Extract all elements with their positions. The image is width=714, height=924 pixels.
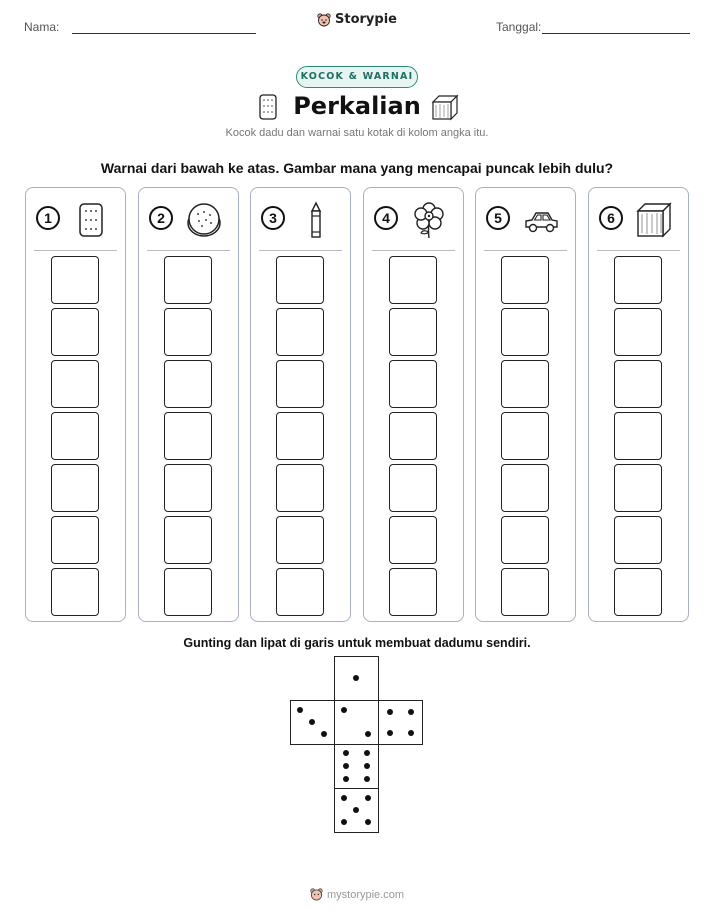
color-box[interactable] bbox=[389, 308, 437, 356]
name-line[interactable] bbox=[72, 33, 256, 34]
column-number: 6 bbox=[599, 206, 623, 230]
color-box[interactable] bbox=[614, 256, 662, 304]
color-box[interactable] bbox=[51, 412, 99, 460]
die-pip bbox=[353, 675, 359, 681]
die-pip bbox=[387, 709, 393, 715]
column-2 bbox=[138, 187, 239, 622]
die-pip bbox=[408, 709, 414, 715]
color-box[interactable] bbox=[614, 308, 662, 356]
color-box[interactable] bbox=[501, 412, 549, 460]
color-box[interactable] bbox=[164, 308, 212, 356]
color-box[interactable] bbox=[501, 256, 549, 304]
die-pip bbox=[309, 719, 315, 725]
die-pip bbox=[408, 730, 414, 736]
brand-name: Storypie bbox=[335, 12, 397, 27]
die-pip bbox=[365, 819, 371, 825]
die-pip bbox=[343, 763, 349, 769]
bear-mascot-icon bbox=[317, 13, 331, 27]
die-pip bbox=[364, 750, 370, 756]
color-box[interactable] bbox=[51, 360, 99, 408]
column-divider bbox=[597, 250, 680, 251]
color-box[interactable] bbox=[501, 360, 549, 408]
color-box[interactable] bbox=[276, 516, 324, 564]
color-box[interactable] bbox=[389, 568, 437, 616]
column-number: 4 bbox=[374, 206, 398, 230]
color-box[interactable] bbox=[164, 360, 212, 408]
column-4 bbox=[363, 187, 464, 622]
color-box[interactable] bbox=[389, 516, 437, 564]
color-box[interactable] bbox=[276, 360, 324, 408]
die-pip bbox=[387, 730, 393, 736]
die-pip bbox=[341, 795, 347, 801]
column-divider bbox=[34, 250, 117, 251]
crayon-icon bbox=[296, 200, 336, 240]
color-box[interactable] bbox=[276, 308, 324, 356]
die-face-1 bbox=[334, 656, 379, 701]
color-box[interactable] bbox=[51, 256, 99, 304]
cut-instruction: Gunting dan lipat di garis untuk membuat dadumu sendiri. bbox=[183, 636, 531, 650]
color-box[interactable] bbox=[501, 464, 549, 512]
column-number: 1 bbox=[36, 206, 60, 230]
footer bbox=[0, 888, 714, 904]
color-box[interactable] bbox=[276, 412, 324, 460]
column-divider bbox=[259, 250, 342, 251]
die-pip bbox=[297, 707, 303, 713]
wooden-block-icon bbox=[634, 200, 674, 240]
color-box[interactable] bbox=[51, 516, 99, 564]
column-3 bbox=[250, 187, 351, 622]
color-box[interactable] bbox=[614, 360, 662, 408]
column-divider bbox=[372, 250, 455, 251]
die-pip bbox=[321, 731, 327, 737]
page-subtitle: Kocok dadu dan warnai satu kotak di kolom angka itu. bbox=[225, 127, 489, 139]
flower-icon bbox=[409, 200, 449, 240]
color-box[interactable] bbox=[389, 360, 437, 408]
column-number: 3 bbox=[261, 206, 285, 230]
column-1 bbox=[25, 187, 126, 622]
color-box[interactable] bbox=[614, 568, 662, 616]
column-6 bbox=[588, 187, 689, 622]
color-box[interactable] bbox=[51, 464, 99, 512]
die-pip bbox=[365, 731, 371, 737]
color-box[interactable] bbox=[501, 568, 549, 616]
die-pip bbox=[365, 795, 371, 801]
color-box[interactable] bbox=[389, 412, 437, 460]
die-face-5 bbox=[334, 788, 379, 833]
wooden-block-icon bbox=[430, 93, 460, 121]
die-pip bbox=[341, 819, 347, 825]
die-pip bbox=[364, 763, 370, 769]
cracker-icon bbox=[71, 200, 111, 240]
die-face-3 bbox=[290, 700, 335, 745]
die-pip bbox=[343, 750, 349, 756]
column-number: 5 bbox=[486, 206, 510, 230]
die-pip bbox=[353, 807, 359, 813]
color-box[interactable] bbox=[614, 412, 662, 460]
color-box[interactable] bbox=[276, 568, 324, 616]
die-face-2 bbox=[334, 700, 379, 745]
date-label: Tanggal: bbox=[496, 20, 542, 34]
page-title: Perkalian bbox=[293, 92, 421, 120]
color-box[interactable] bbox=[164, 516, 212, 564]
color-box[interactable] bbox=[164, 464, 212, 512]
color-box[interactable] bbox=[389, 464, 437, 512]
color-box[interactable] bbox=[276, 464, 324, 512]
column-5 bbox=[475, 187, 576, 622]
column-number: 2 bbox=[149, 206, 173, 230]
color-box[interactable] bbox=[501, 308, 549, 356]
color-box[interactable] bbox=[389, 256, 437, 304]
die-pip bbox=[343, 776, 349, 782]
car-icon bbox=[521, 200, 561, 240]
color-box[interactable] bbox=[614, 464, 662, 512]
activity-badge: KOCOK & WARNAI bbox=[296, 66, 418, 88]
color-box[interactable] bbox=[501, 516, 549, 564]
die-pip bbox=[364, 776, 370, 782]
die-face-6 bbox=[334, 744, 379, 789]
die-pip bbox=[341, 707, 347, 713]
color-box[interactable] bbox=[51, 308, 99, 356]
column-divider bbox=[484, 250, 567, 251]
color-box[interactable] bbox=[164, 256, 212, 304]
color-box[interactable] bbox=[614, 516, 662, 564]
column-divider bbox=[147, 250, 230, 251]
color-box[interactable] bbox=[164, 412, 212, 460]
cookie-icon bbox=[184, 200, 224, 240]
color-box[interactable] bbox=[51, 568, 99, 616]
die-face-4 bbox=[378, 700, 423, 745]
footer-url: mystorypie.com bbox=[326, 888, 405, 901]
brand-logo bbox=[0, 12, 714, 32]
color-box[interactable] bbox=[276, 256, 324, 304]
name-label: Nama: bbox=[24, 20, 60, 34]
coloring-instruction: Warnai dari bawah ke atas. Gambar mana yang mencapai puncak lebih dulu? bbox=[100, 160, 614, 176]
color-box[interactable] bbox=[164, 568, 212, 616]
bear-mascot-icon bbox=[310, 888, 323, 901]
date-line[interactable] bbox=[542, 33, 690, 34]
